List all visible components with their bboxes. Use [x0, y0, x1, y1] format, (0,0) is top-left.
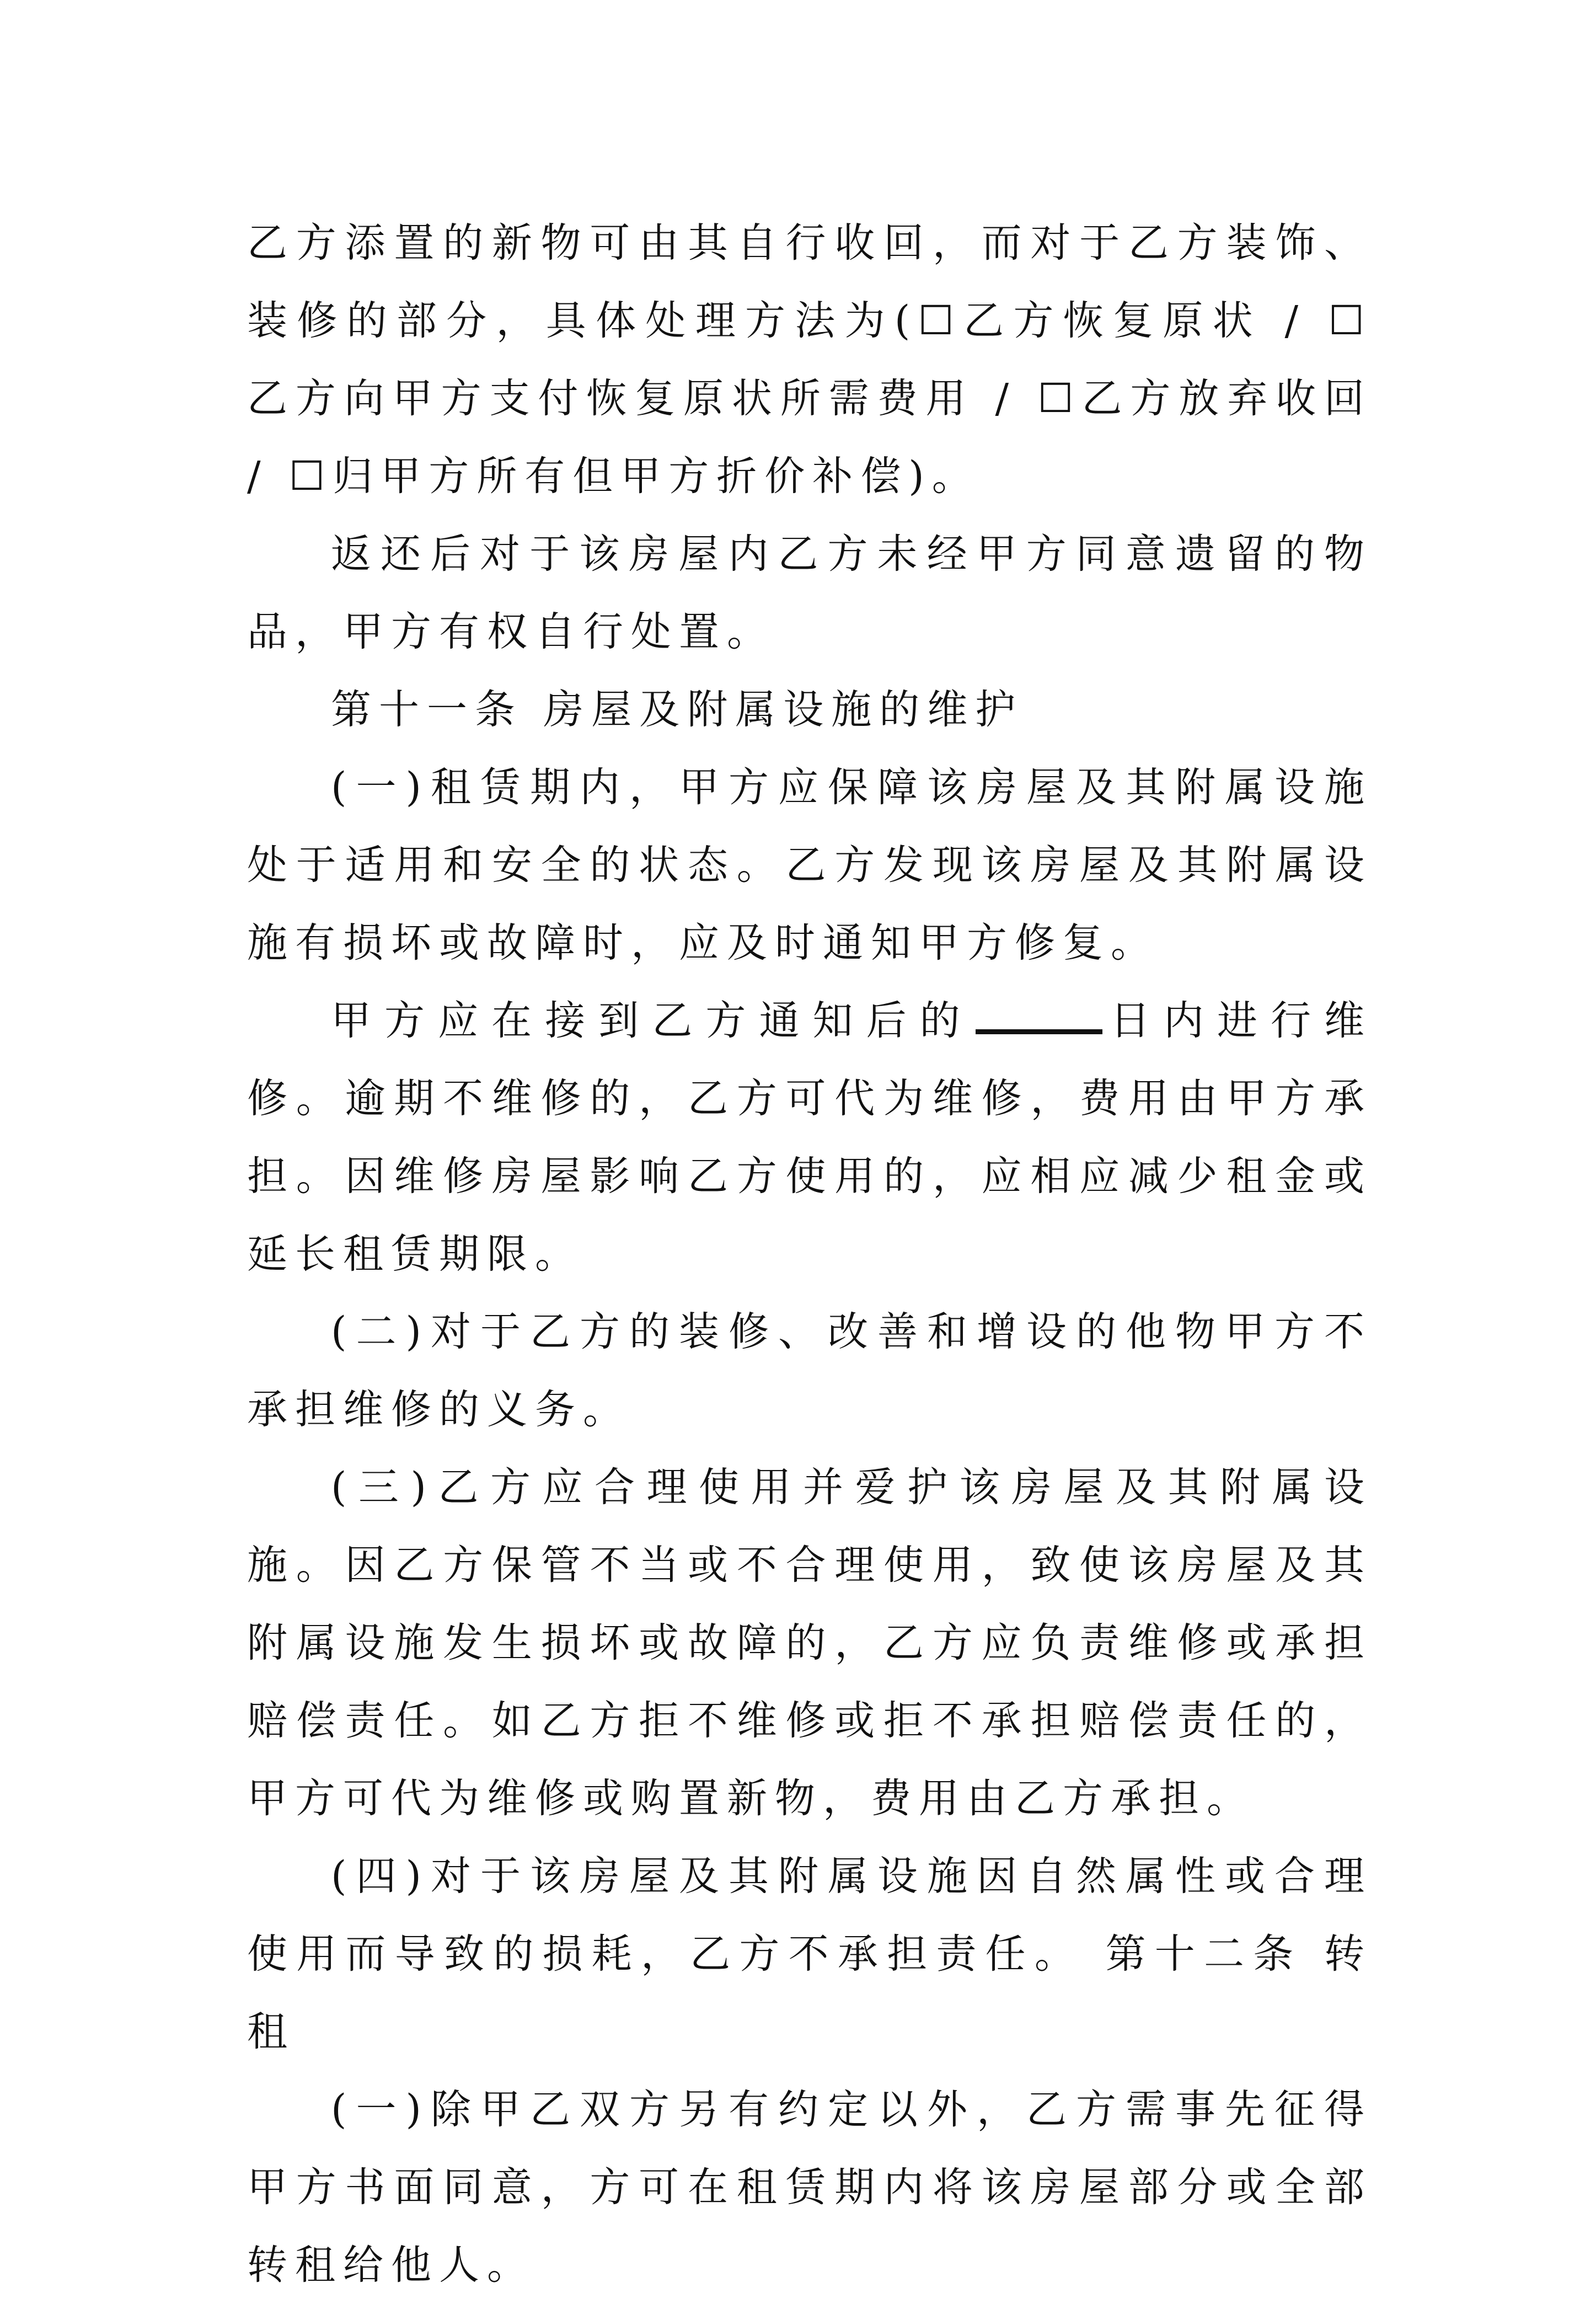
repair-deadline-text-after: 日内进行维修。逾期不维修的，乙方可代为维修，费用由甲方承担。因维修房屋影响乙方使用的，应相应减少租金或延长租赁期限。 [247, 997, 1373, 1277]
paragraph-leftover-items: 返还后对于该房屋内乙方未经甲方同意遗留的物品，甲方有权自行处置。 [247, 531, 1372, 655]
paragraph-11-3: (三)乙方应合理使用并爱护该房屋及其附属设施。因乙方保管不当或不合理使用，致使该房屋及其附属设施发生损坏或故障的，乙方应负责维修或承担赔偿责任。如乙方拒不维修或拒不承担赔偿责任的，甲方可代为维修或购置新物，费用由乙方承担。 [247, 1464, 1372, 1822]
paragraph-12-1: (一)除甲乙双方另有约定以外，乙方需事先征得甲方书面同意，方可在租赁期内将该房屋部分或全部转租给他人。 [247, 2086, 1372, 2289]
article-11-heading: 第十一条 房屋及附属设施的维护 [331, 686, 1024, 733]
paragraph-11-1: (一)租赁期内，甲方应保障该房屋及其附属设施处于适用和安全的状态。乙方发现该房屋及其附属设施有损坏或故障时，应及时通知甲方修复。 [247, 764, 1372, 966]
paragraph-repair-deadline [247, 982, 1372, 1293]
days-blank-field [976, 997, 1102, 1034]
repair-deadline-text-before: 甲方应在接到乙方通知后的 [331, 997, 973, 1044]
contract-text-body [247, 204, 1372, 2304]
paragraph-11-2: (二)对于乙方的装修、改善和增设的他物甲方不承担维修的义务。 [247, 1308, 1372, 1433]
paragraph-restoration-options: 乙方添置的新物可由其自行收回，而对于乙方装饰、装修的部分，具体处理方法为(☐乙方恢复原状 / ☐ 乙方向甲方支付恢复原状所需费用 / ☐乙方放弃收回 / ☐归甲方所有但甲方折价补偿)。 [247, 220, 1372, 500]
paragraph-11-4: (四)对于该房屋及其附属设施因自然属性或合理使用而导致的损耗，乙方不承担责任。 第十二条 转租 [247, 1853, 1372, 2055]
